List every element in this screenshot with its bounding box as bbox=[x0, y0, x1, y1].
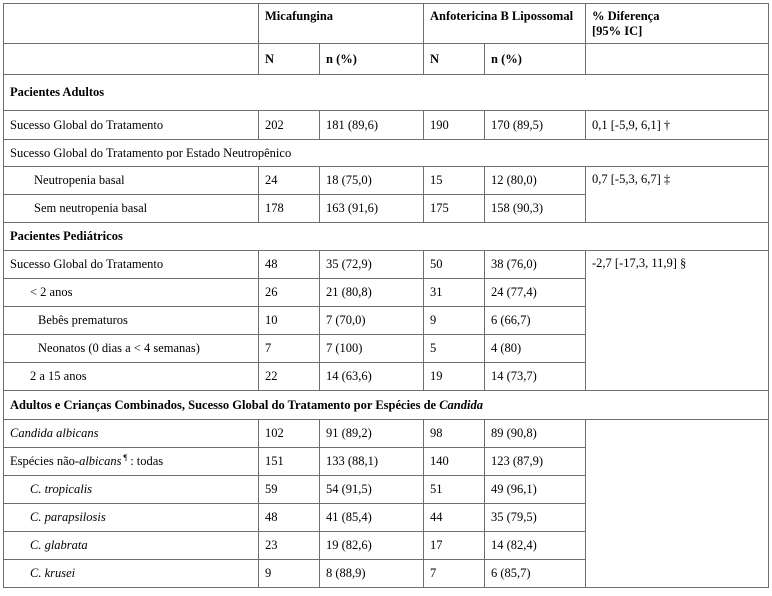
cell-mica-npct: 54 (91,5) bbox=[320, 476, 424, 504]
cell-anfo-n: 98 bbox=[424, 420, 485, 448]
cell-anfo-n: 190 bbox=[424, 111, 485, 140]
subsection-title-neutro: Sucesso Global do Tratamento por Estado Neutropênico bbox=[4, 140, 769, 167]
cell-mica-n: 23 bbox=[259, 532, 320, 560]
cell-mica-n: 48 bbox=[259, 504, 320, 532]
row-label: < 2 anos bbox=[4, 279, 259, 307]
cell-anfo-npct: 123 (87,9) bbox=[485, 448, 586, 476]
cell-mica-npct: 18 (75,0) bbox=[320, 167, 424, 195]
section-row-adults bbox=[4, 75, 769, 111]
cell-mica-npct: 21 (80,8) bbox=[320, 279, 424, 307]
header-anfotericina: Anfotericina B Lipossomal bbox=[424, 4, 586, 44]
cell-mica-n: 10 bbox=[259, 307, 320, 335]
cell-anfo-npct: 38 (76,0) bbox=[485, 251, 586, 279]
section-row-combined bbox=[4, 391, 769, 420]
cell-mica-n: 24 bbox=[259, 167, 320, 195]
header-diferenca-line1: % Diferença bbox=[592, 9, 660, 23]
row-label bbox=[4, 448, 259, 476]
row-label-footnote: ¶ bbox=[121, 452, 128, 462]
cell-anfo-n: 5 bbox=[424, 335, 485, 363]
cell-anfo-n: 17 bbox=[424, 532, 485, 560]
cell-diff: -2,7 [-17,3, 11,9] § bbox=[586, 251, 769, 391]
subheader-row bbox=[4, 44, 769, 75]
cell-diff-empty bbox=[586, 420, 769, 588]
row-label: Sem neutropenia basal bbox=[4, 195, 259, 223]
cell-mica-npct: 133 (88,1) bbox=[320, 448, 424, 476]
cell-anfo-n: 175 bbox=[424, 195, 485, 223]
section-title-adults: Pacientes Adultos bbox=[4, 75, 769, 111]
cell-diff: 0,7 [-5,3, 6,7] ‡ bbox=[586, 167, 769, 223]
cell-mica-n: 102 bbox=[259, 420, 320, 448]
cell-anfo-npct: 4 (80) bbox=[485, 335, 586, 363]
cell-anfo-n: 15 bbox=[424, 167, 485, 195]
cell-mica-n: 178 bbox=[259, 195, 320, 223]
header-micafungina: Micafungina bbox=[259, 4, 424, 44]
cell-mica-npct: 19 (82,6) bbox=[320, 532, 424, 560]
cell-anfo-npct: 158 (90,3) bbox=[485, 195, 586, 223]
cell-anfo-n: 31 bbox=[424, 279, 485, 307]
row-label: Neutropenia basal bbox=[4, 167, 259, 195]
cell-anfo-npct: 6 (85,7) bbox=[485, 560, 586, 588]
row-label: Candida albicans bbox=[4, 420, 259, 448]
cell-mica-n: 7 bbox=[259, 335, 320, 363]
row-label: 2 a 15 anos bbox=[4, 363, 259, 391]
row-label: C. tropicalis bbox=[4, 476, 259, 504]
cell-anfo-n: 51 bbox=[424, 476, 485, 504]
cell-anfo-npct: 24 (77,4) bbox=[485, 279, 586, 307]
subheader-mica-n: N bbox=[259, 44, 320, 75]
table-row bbox=[4, 111, 769, 140]
cell-anfo-npct: 14 (82,4) bbox=[485, 532, 586, 560]
cell-anfo-n: 19 bbox=[424, 363, 485, 391]
cell-mica-npct: 163 (91,6) bbox=[320, 195, 424, 223]
cell-mica-n: 48 bbox=[259, 251, 320, 279]
section-title-pediatric: Pacientes Pediátricos bbox=[4, 223, 769, 251]
cell-anfo-n: 50 bbox=[424, 251, 485, 279]
row-label: Sucesso Global do Tratamento bbox=[4, 111, 259, 140]
subheader-diff-empty bbox=[586, 44, 769, 75]
cell-anfo-npct: 6 (66,7) bbox=[485, 307, 586, 335]
cell-anfo-npct: 12 (80,0) bbox=[485, 167, 586, 195]
row-label-italic: albicans bbox=[79, 454, 122, 468]
header-diferenca-line2: [95% IC] bbox=[592, 24, 643, 38]
cell-mica-npct: 181 (89,6) bbox=[320, 111, 424, 140]
cell-mica-npct: 7 (70,0) bbox=[320, 307, 424, 335]
cell-anfo-npct: 35 (79,5) bbox=[485, 504, 586, 532]
header-row bbox=[4, 4, 769, 44]
section-title-combined bbox=[4, 391, 769, 420]
row-label-post: : todas bbox=[127, 454, 164, 468]
row-label: Sucesso Global do Tratamento bbox=[4, 251, 259, 279]
row-label: C. krusei bbox=[4, 560, 259, 588]
cell-anfo-n: 7 bbox=[424, 560, 485, 588]
section-title-combined-genus: Candida bbox=[439, 397, 483, 412]
cell-anfo-npct: 89 (90,8) bbox=[485, 420, 586, 448]
row-label-pre: Espécies não- bbox=[10, 454, 80, 468]
cell-mica-npct: 8 (88,9) bbox=[320, 560, 424, 588]
subheader-anfo-npct: n (%) bbox=[485, 44, 586, 75]
cell-diff: 0,1 [-5,9, 6,1] † bbox=[586, 111, 769, 140]
cell-mica-n: 22 bbox=[259, 363, 320, 391]
cell-anfo-n: 9 bbox=[424, 307, 485, 335]
header-diferenca bbox=[586, 4, 769, 44]
cell-anfo-npct: 170 (89,5) bbox=[485, 111, 586, 140]
cell-anfo-n: 44 bbox=[424, 504, 485, 532]
row-label: Bebês prematuros bbox=[4, 307, 259, 335]
results-table bbox=[3, 3, 769, 588]
row-label: Neonatos (0 dias a < 4 semanas) bbox=[4, 335, 259, 363]
row-label: C. parapsilosis bbox=[4, 504, 259, 532]
cell-anfo-npct: 49 (96,1) bbox=[485, 476, 586, 504]
cell-mica-n: 202 bbox=[259, 111, 320, 140]
cell-mica-npct: 35 (72,9) bbox=[320, 251, 424, 279]
subsection-row-neutro bbox=[4, 140, 769, 167]
table-row bbox=[4, 167, 769, 195]
section-row-pediatric bbox=[4, 223, 769, 251]
subheader-anfo-n: N bbox=[424, 44, 485, 75]
header-empty bbox=[4, 4, 259, 44]
cell-mica-npct: 7 (100) bbox=[320, 335, 424, 363]
table-row bbox=[4, 251, 769, 279]
cell-mica-npct: 41 (85,4) bbox=[320, 504, 424, 532]
cell-mica-npct: 14 (63,6) bbox=[320, 363, 424, 391]
table-row bbox=[4, 420, 769, 448]
cell-mica-n: 26 bbox=[259, 279, 320, 307]
row-label: C. glabrata bbox=[4, 532, 259, 560]
cell-anfo-n: 140 bbox=[424, 448, 485, 476]
cell-mica-npct: 91 (89,2) bbox=[320, 420, 424, 448]
cell-mica-n: 151 bbox=[259, 448, 320, 476]
cell-mica-n: 9 bbox=[259, 560, 320, 588]
subheader-empty bbox=[4, 44, 259, 75]
subheader-mica-npct: n (%) bbox=[320, 44, 424, 75]
cell-mica-n: 59 bbox=[259, 476, 320, 504]
section-title-combined-text: Adultos e Crianças Combinados, Sucesso Global do Tratamento por Espécies de bbox=[10, 397, 440, 412]
cell-anfo-npct: 14 (73,7) bbox=[485, 363, 586, 391]
